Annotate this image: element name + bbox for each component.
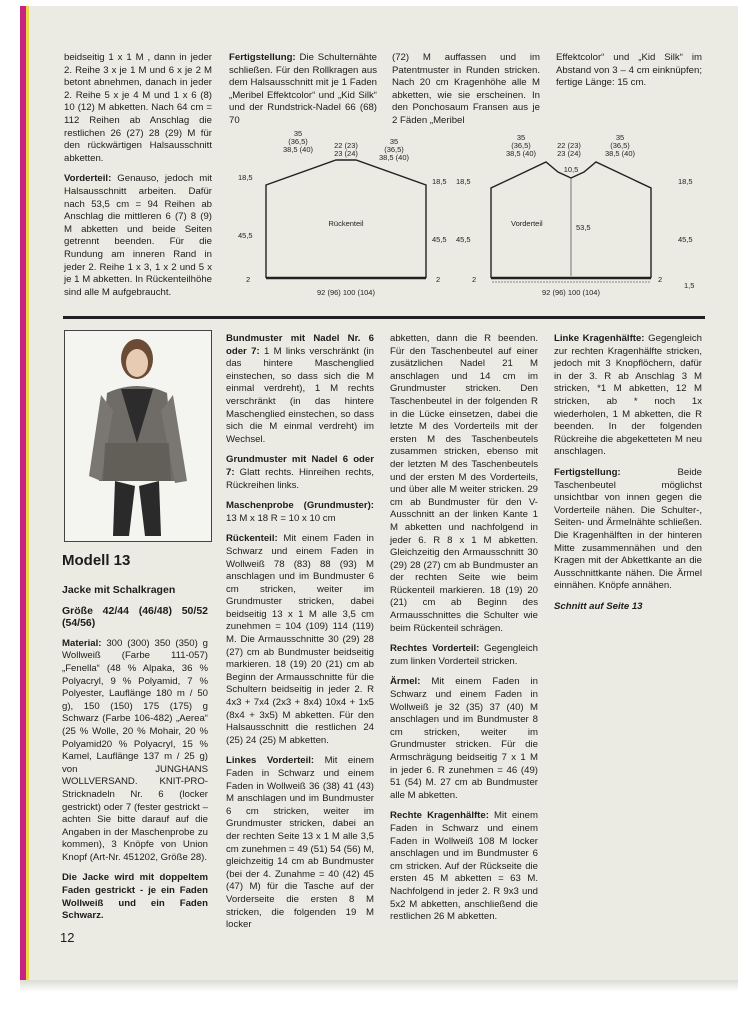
front-fringe: 1,5 <box>684 281 695 290</box>
lkragen-heading: Linke Kragenhälfte: <box>554 333 645 344</box>
back-side-left: 18,5 <box>238 173 253 182</box>
back-shoulder-right-c: 38,5 (40) <box>378 153 410 162</box>
front-center-height: 53,5 <box>576 223 591 232</box>
back-shoulder-left-b: (36,5) <box>288 137 308 146</box>
bottom-column-2 <box>226 333 374 940</box>
back-neck-b: 23 (24) <box>334 149 358 158</box>
model-column <box>62 584 208 931</box>
links-heading: Linkes Vorderteil: <box>226 755 315 767</box>
vorderteil-paragraph <box>64 173 212 299</box>
model-subtitle: Jacke mit Schalkragen <box>62 584 176 596</box>
page-edge-stripe-yellow <box>26 6 29 988</box>
fertig-paragraph <box>229 52 377 128</box>
ruecken-text: Mit einem Faden in Schwarz und einem Faden in Wollweiß 78 (83) 88 (93) M anschlagen und im Bundmuster 6 cm stricken, weiter im Grundmuster stricken, dabei beidseitig 13 x 1 M alle 3,5 cm zunehmen = 104 (109) 114 (119) M. Die Armausschnitte 30 (29) 28 (27) cm ab Bundmuster beidseitig markieren. 18 (19) 20 (21) cm ab Beginn der Armausschnitte für die Schultern beidseitig in jeder 2. R 4x3 + 7x4 (2x3 + 8x4) 10x4 + 1x5 (8x4 + 3x5) M abketten. Für den Halsausschnitt die restlichen 24 (25) 24 (25) M abketten. <box>226 533 374 746</box>
front-shoulder-left-b: (36,5) <box>511 141 531 150</box>
top-column-2 <box>229 52 377 136</box>
ruecken-heading: Rückenteil: <box>226 533 278 545</box>
probe-paragraph <box>226 500 374 525</box>
col3-text: abketten, dann die R beenden. Für den Taschenbeutel auf einer zusätzlichen Nadel 21 M anschlagen und 14 cm im Grundmuster stricken. Den Taschenbeutel in der folgenden R in die Lücke einsetzen, dabei die letzte M des Vorderteils mit der ersten M des Taschenbeutels zusammen stricken, ebenso mit der letzten M des Taschenbeutels und der ersten M des Vorderteils, und über alle M weiter stricken. 29 cm ab Bundmuster für den V-Ausschnitt an der linken Kante 1 M abketten und nachfolgend in jeder 6. R 8 x 1 M abketten. Gleichzeitig den Armausschnitt 30 (29) 28 (27) cm ab Bundmuster an der rechten Seite wie beim Rückenteil markieren. 18 (19) 20 (21) cm ab Beginn des Armausschnittes die Schulter wie beim Rückenteil schrägen. <box>390 333 538 634</box>
back-shoulder-left: 35 <box>293 130 303 138</box>
fertig2-heading: Fertigstellung: <box>554 466 621 478</box>
links-text: Mit einem Faden in Schwarz und einem Faden in Wollweiß 36 (38) 41 (43) M anschlagen und im Bundmuster 6 cm stricken, weiter im Grundmuster stricken, dabei an der rechten Seite 13 x 1 M alle 3,5 cm zunehmen = 49 (51) 54 (56) M, gleichzeitig 14 cm ab Bundmuster (bei der 4. Zunahme = 40 (42) 45 (47) M) für die Tasche auf der Vorderseite die ersten 8 M stricken, die folgenden 19 M locker <box>226 755 374 931</box>
back-hem-right: 2 <box>436 275 441 284</box>
back-shoulder-left-c: 38,5 (40) <box>282 145 314 154</box>
front-shoulder-right-c: 38,5 (40) <box>604 149 636 158</box>
front-shoulder-right: 35 <box>615 133 625 142</box>
grund-text: Glatt rechts. Hinreihen rechts, Rückreihen links. <box>226 466 374 491</box>
bottom-column-3 <box>390 333 538 932</box>
schnitt-reference: Schnitt auf Seite 13 <box>554 600 643 612</box>
front-neck-drop: 10,5 <box>563 165 579 174</box>
lkragen-text: Gegengleich zur rechten Kragenhälfte stricken, jedoch mit 3 Knopflöchern, dafür in der 3. R ab Anschlag 3 M stricken, *1 M abketten, 12 M stricken, ab * noch 1x wiederholen, 1 M abketten, die R beenden. In der folgenden Rückreihe die abgeketteten M neu anschlagen. <box>554 333 703 458</box>
back-neck-a: 22 (23) <box>334 141 358 150</box>
model-photo <box>64 330 212 542</box>
bund-heading: Bundmuster mit Nadel Nr. 6 oder 7: <box>226 333 374 357</box>
back-piece-label: Rückenteil <box>328 219 364 228</box>
bund-paragraph <box>226 333 374 446</box>
top-col3-text: (72) M auffassen und im Patentmuster in Runden stricken. Nach 20 cm Kragenhöhe alle M abketten, wie sie erscheinen. In den Ponchosaum Fransen aus je 2 Fäden „Meribel <box>392 52 540 126</box>
material-text: 300 (300) 350 (350) g Wollweiß (Farbe 111-057) „Fenella“ (48 % Alpaka, 36 % Polyacryl, 9 % Polyamid, 7 % Polyester, Lauflänge 180 m / 50 g), 150 (150) 175 (175) g Schwarz (Farbe 106-482) „Aerea“ (25 % Wolle, 20 % Mohair, 20 % Polyamid20 % Polyacryl, 15 % Kamel, Lauflänge 137 m / 25 g) von JUNGHANS WOLLVERSAND. KNIT-PRO-Stricknadeln Nr. 6 (locker gestrickt) oder 7 (fester gestrickt – achten Sie bitte darauf auf die Angaben in der Maschenprobe zu kommen), 3 Knöpfe von Union Knopf (Art-Nr. 451202, Größe 28). <box>62 637 208 863</box>
rechts-paragraph <box>390 643 538 668</box>
probe-heading: Maschenprobe (Grundmuster): <box>226 500 374 512</box>
back-width: 92 (96) 100 (104) <box>317 288 375 297</box>
material-paragraph <box>62 638 208 865</box>
fertig2-paragraph <box>554 467 702 593</box>
bund-text: 1 M links verschränkt (in das hintere Maschenglied einstechen, so dass sich die M einmal verdreht), 1 M rechts verschränkt (in das hintere Maschenglied einstechen, so dass sich die M einmal verdreht) im Wechsel. <box>226 345 374 445</box>
front-piece-label: Vorderteil <box>511 219 543 228</box>
front-hem-right: 2 <box>658 275 663 284</box>
rkragen-paragraph <box>390 810 538 923</box>
grund-paragraph <box>226 454 374 492</box>
front-hem-left: 2 <box>472 275 477 284</box>
links-paragraph <box>226 755 374 931</box>
front-side-left: 18,5 <box>456 177 471 186</box>
front-height-right: 45,5 <box>678 235 693 244</box>
back-hem-left: 2 <box>246 275 251 284</box>
lkragen-paragraph <box>554 333 702 459</box>
model-sizes: Größe 42/44 (46/48) 50/52 (54/56) <box>62 604 208 630</box>
fertig-heading: Fertigstellung: <box>229 52 296 63</box>
bottom-column-4 <box>554 333 702 621</box>
page-shadow <box>20 980 738 992</box>
material-heading: Material: <box>62 637 102 649</box>
back-side-right: 18,5 <box>432 177 447 186</box>
back-height-right: 45,5 <box>432 235 447 244</box>
aermel-paragraph <box>390 676 538 802</box>
front-side-right: 18,5 <box>678 177 693 186</box>
page-number: 12 <box>60 930 75 945</box>
fertig-text: Die Schulternähte schließen. Für den Rollkragen aus dem Halsausschnitt mit je 1 Faden „Meribel Effektcolor“ und „Kid Silk“ und der Rundstrick-Nadel 66 (68) 70 <box>229 52 377 126</box>
front-height-left: 45,5 <box>456 235 471 244</box>
aermel-text: Mit einem Faden in Schwarz und einem Faden in Wollweiß je 32 (35) 37 (40) M anschlagen und im Bundmuster 8 cm stricken, weiter im Grundmuster stricken. Für die Armschrägung beidseitig 7 x 1 M in jeder 6. R zunehmen = 46 (49) 51 (54) M. 27 cm ab Bundmuster alle M abketten. <box>390 676 538 801</box>
grund-heading: Grundmuster mit Nadel 6 oder 7: <box>226 454 374 478</box>
model-note: Die Jacke wird mit doppeltem Faden gestrickt - je ein Faden Wollweiß und ein Faden Schwarz. <box>62 872 208 922</box>
pattern-diagrams <box>236 130 706 305</box>
model-photo-illustration <box>65 331 211 541</box>
aermel-heading: Ärmel: <box>390 676 421 688</box>
front-width: 92 (96) 100 (104) <box>542 288 600 297</box>
probe-text: 13 M x 18 R = 10 x 10 cm <box>226 512 336 524</box>
front-neck-a: 22 (23) <box>557 141 581 150</box>
front-shoulder-right-b: (36,5) <box>610 141 630 150</box>
top-col1-text: beidseitig 1 x 1 M , dann in jeder 2. Reihe 3 x je 1 M und 6 x je 2 M betont abnehmen, danach in jeder 2. Reihe 5 x je 4 M und 1 x 6 (8) 10 (12) M abketten. Nach 64 cm = 112 Reihen ab Anschlag die restlichen 26 (27) 28 (29) M für den rückwärtigen Halsausschnitt abketten. <box>64 52 212 164</box>
back-height-left: 45,5 <box>238 231 253 240</box>
ruecken-paragraph <box>226 533 374 747</box>
top-col4-text: Effektcolor“ und „Kid Silk“ im Abstand von 3 – 4 cm einknüpfen; fertige Länge: 15 cm. <box>556 52 702 89</box>
section-divider <box>63 316 705 319</box>
top-column-3 <box>392 52 540 136</box>
top-column-4 <box>556 52 702 98</box>
front-shoulder-left-c: 38,5 (40) <box>505 149 537 158</box>
model-title: Modell 13 <box>62 552 131 569</box>
back-shoulder-right-b: (36,5) <box>384 145 404 154</box>
vorderteil-text: Genauso, jedoch mit Halsausschnitt arbeiten. Dafür nach 53,5 cm = 94 Reihen ab Anschlag die mittleren 6 (7) 8 (9) M abketten und beide Seiten getrennt beenden. Für die Rundung am inneren Rand in jeder 2. Reihe 1 x 3, 1 x 2 und 5 x je 1 M abketten. In Rückenteilhöhe sind alle M aufgebraucht. <box>64 173 212 298</box>
top-column-1 <box>64 52 212 307</box>
rkragen-text: Mit einem Faden in Schwarz und einem Faden in Wollweiß 108 M locker anschlagen und im Bundmuster 6 cm stricken. Auf der Rückseite die ersten 45 M abketten = 63 M. Nachfolgend in jeder 2. R 9x3 und 5x2 M abketten, anschließend die restlichen 26 M abketten. <box>390 810 538 923</box>
fertig2-text: Beide Taschenbeutel möglichst unsichtbar von innen gegen die Vorderteile nähen. Die Schulter-, Seiten- und Ärmelnähte schließen. Die Kragenhälften in der hinteren Mitte zusammennähen und den Kragen mit der Abkettkante an die Ausschnittkante nähen. Die Ärmel einnähen. Knöpfe annähen. <box>554 466 702 592</box>
rechts-heading: Rechtes Vorderteil: <box>390 643 480 655</box>
front-neck-b: 23 (24) <box>557 149 581 158</box>
vorderteil-heading: Vorderteil: <box>64 173 112 185</box>
rechts-text: Gegengleich zum linken Vorderteil stricken. <box>390 643 538 667</box>
rkragen-heading: Rechte Kragenhälfte: <box>390 810 489 822</box>
back-shoulder-right: 35 <box>389 137 399 146</box>
front-piece-diagram <box>456 133 694 297</box>
front-shoulder-left: 35 <box>516 133 526 142</box>
back-piece-diagram <box>238 130 447 297</box>
